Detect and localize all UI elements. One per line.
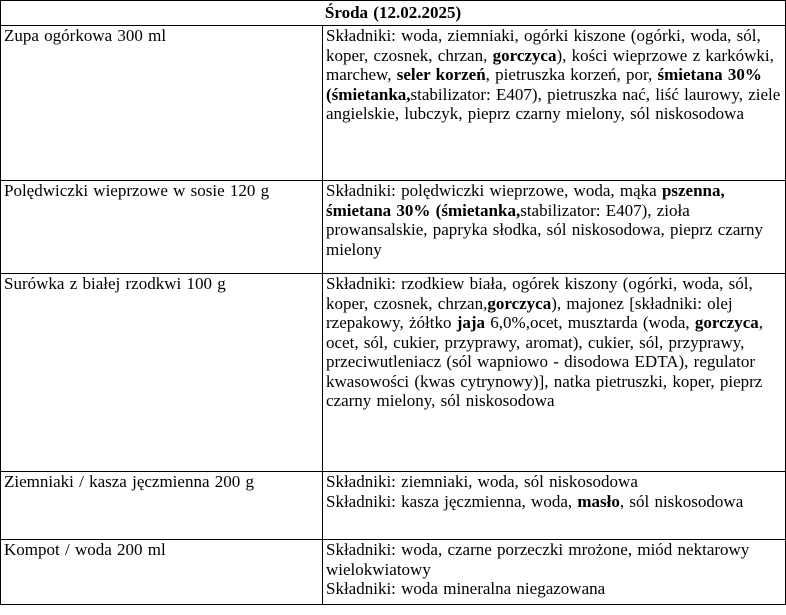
ingredient-text: Składniki: rzodkiew biała, ogórek kiszony (ogórki, woda, sól, koper, czosnek, chrzan, (326, 274, 753, 313)
day-header: Środa (12.02.2025) (1, 1, 786, 26)
ingredient-text: Składniki: woda mineralna niegazowana (326, 579, 606, 598)
menu-row (1, 472, 786, 540)
ingredient-text: ), kości wieprzowe z karkówki, marchew, (326, 45, 774, 84)
ingredient-text: Składniki: kasza jęczmienna, woda, (326, 491, 578, 511)
ingredient-text: Składniki: polędwiczki wieprzowe, woda, mąka (326, 181, 662, 200)
allergen-text: gorczyca (694, 313, 759, 332)
ingredients-line (326, 579, 782, 599)
ingredient-text: , ocet, sól, cukier, przyprawy, aromat), cukier, sól, przyprawy, przeciwutleniacz (sól wapniowo - disodowa EDTA), regulator kwasowości (kwas cytrynowy)], natka pietruszki, koper, pieprz czarny mielony, sól niskosodowa (326, 313, 763, 410)
dish-ingredients (323, 181, 786, 274)
ingredients-line (326, 274, 782, 411)
ingredients-line (326, 492, 782, 512)
ingredients-line (326, 26, 782, 124)
dish-name: Surówka z białej rzodkwi 100 g (1, 274, 323, 472)
allergen-text: pszenna, śmietana 30% (śmietanka, (326, 181, 725, 220)
ingredient-text: Składniki: woda, czarne porzeczki mrożone, miód nektarowy wielokwiatowy (326, 540, 750, 579)
ingredient-text: Składniki: woda, ziemniaki, ogórki kiszone (ogórki, woda, sól, koper, czosnek, chrzan, (326, 26, 761, 65)
ingredients-line (326, 181, 782, 259)
dish-ingredients (323, 26, 786, 181)
ingredient-text: 6,0%,ocet, musztarda (woda, (485, 313, 695, 332)
dish-name: Polędwiczki wieprzowe w sosie 120 g (1, 181, 323, 274)
dish-name: Kompot / woda 200 ml (1, 540, 323, 605)
allergen-text: jaja (456, 313, 486, 332)
dish-ingredients (323, 472, 786, 540)
menu-body (1, 26, 786, 605)
ingredients-line (326, 540, 782, 579)
ingredient-text: Składniki: ziemniaki, woda, sól niskosodowa (326, 472, 638, 491)
ingredients-line (326, 472, 782, 492)
ingredient-text: , pietruszka korzeń, por, (485, 65, 658, 84)
menu-row (1, 26, 786, 181)
menu-row (1, 274, 786, 472)
dish-name: Zupa ogórkowa 300 ml (1, 26, 323, 181)
ingredient-text: , sól niskosodowa (619, 491, 744, 511)
dish-name: Ziemniaki / kasza jęczmienna 200 g (1, 472, 323, 540)
menu-row (1, 540, 786, 605)
menu-row (1, 181, 786, 274)
ingredient-text: stabilizator: E407), pietruszka nać, liść laurowy, ziele angielskie, lubczyk, pieprz czarny mielony, sól niskosodowa (326, 84, 781, 123)
allergen-text: gorczyca (487, 293, 552, 313)
allergen-text: seler korzeń (396, 65, 486, 84)
allergen-text: śmietana 30%(śmietanka, (326, 65, 762, 104)
allergen-text: gorczyca (492, 45, 557, 65)
ingredient-text: stabilizator: E407), zioła prowansalskie, papryka słodka, sól niskosodowa, pieprz czarny mielony (326, 200, 764, 259)
ingredient-text: ), majonez [składniki: olej rzepakowy, żółtko (326, 293, 733, 332)
allergen-text: masło (577, 491, 620, 511)
dish-ingredients (323, 274, 786, 472)
header-row (1, 1, 786, 26)
dish-ingredients (323, 540, 786, 605)
